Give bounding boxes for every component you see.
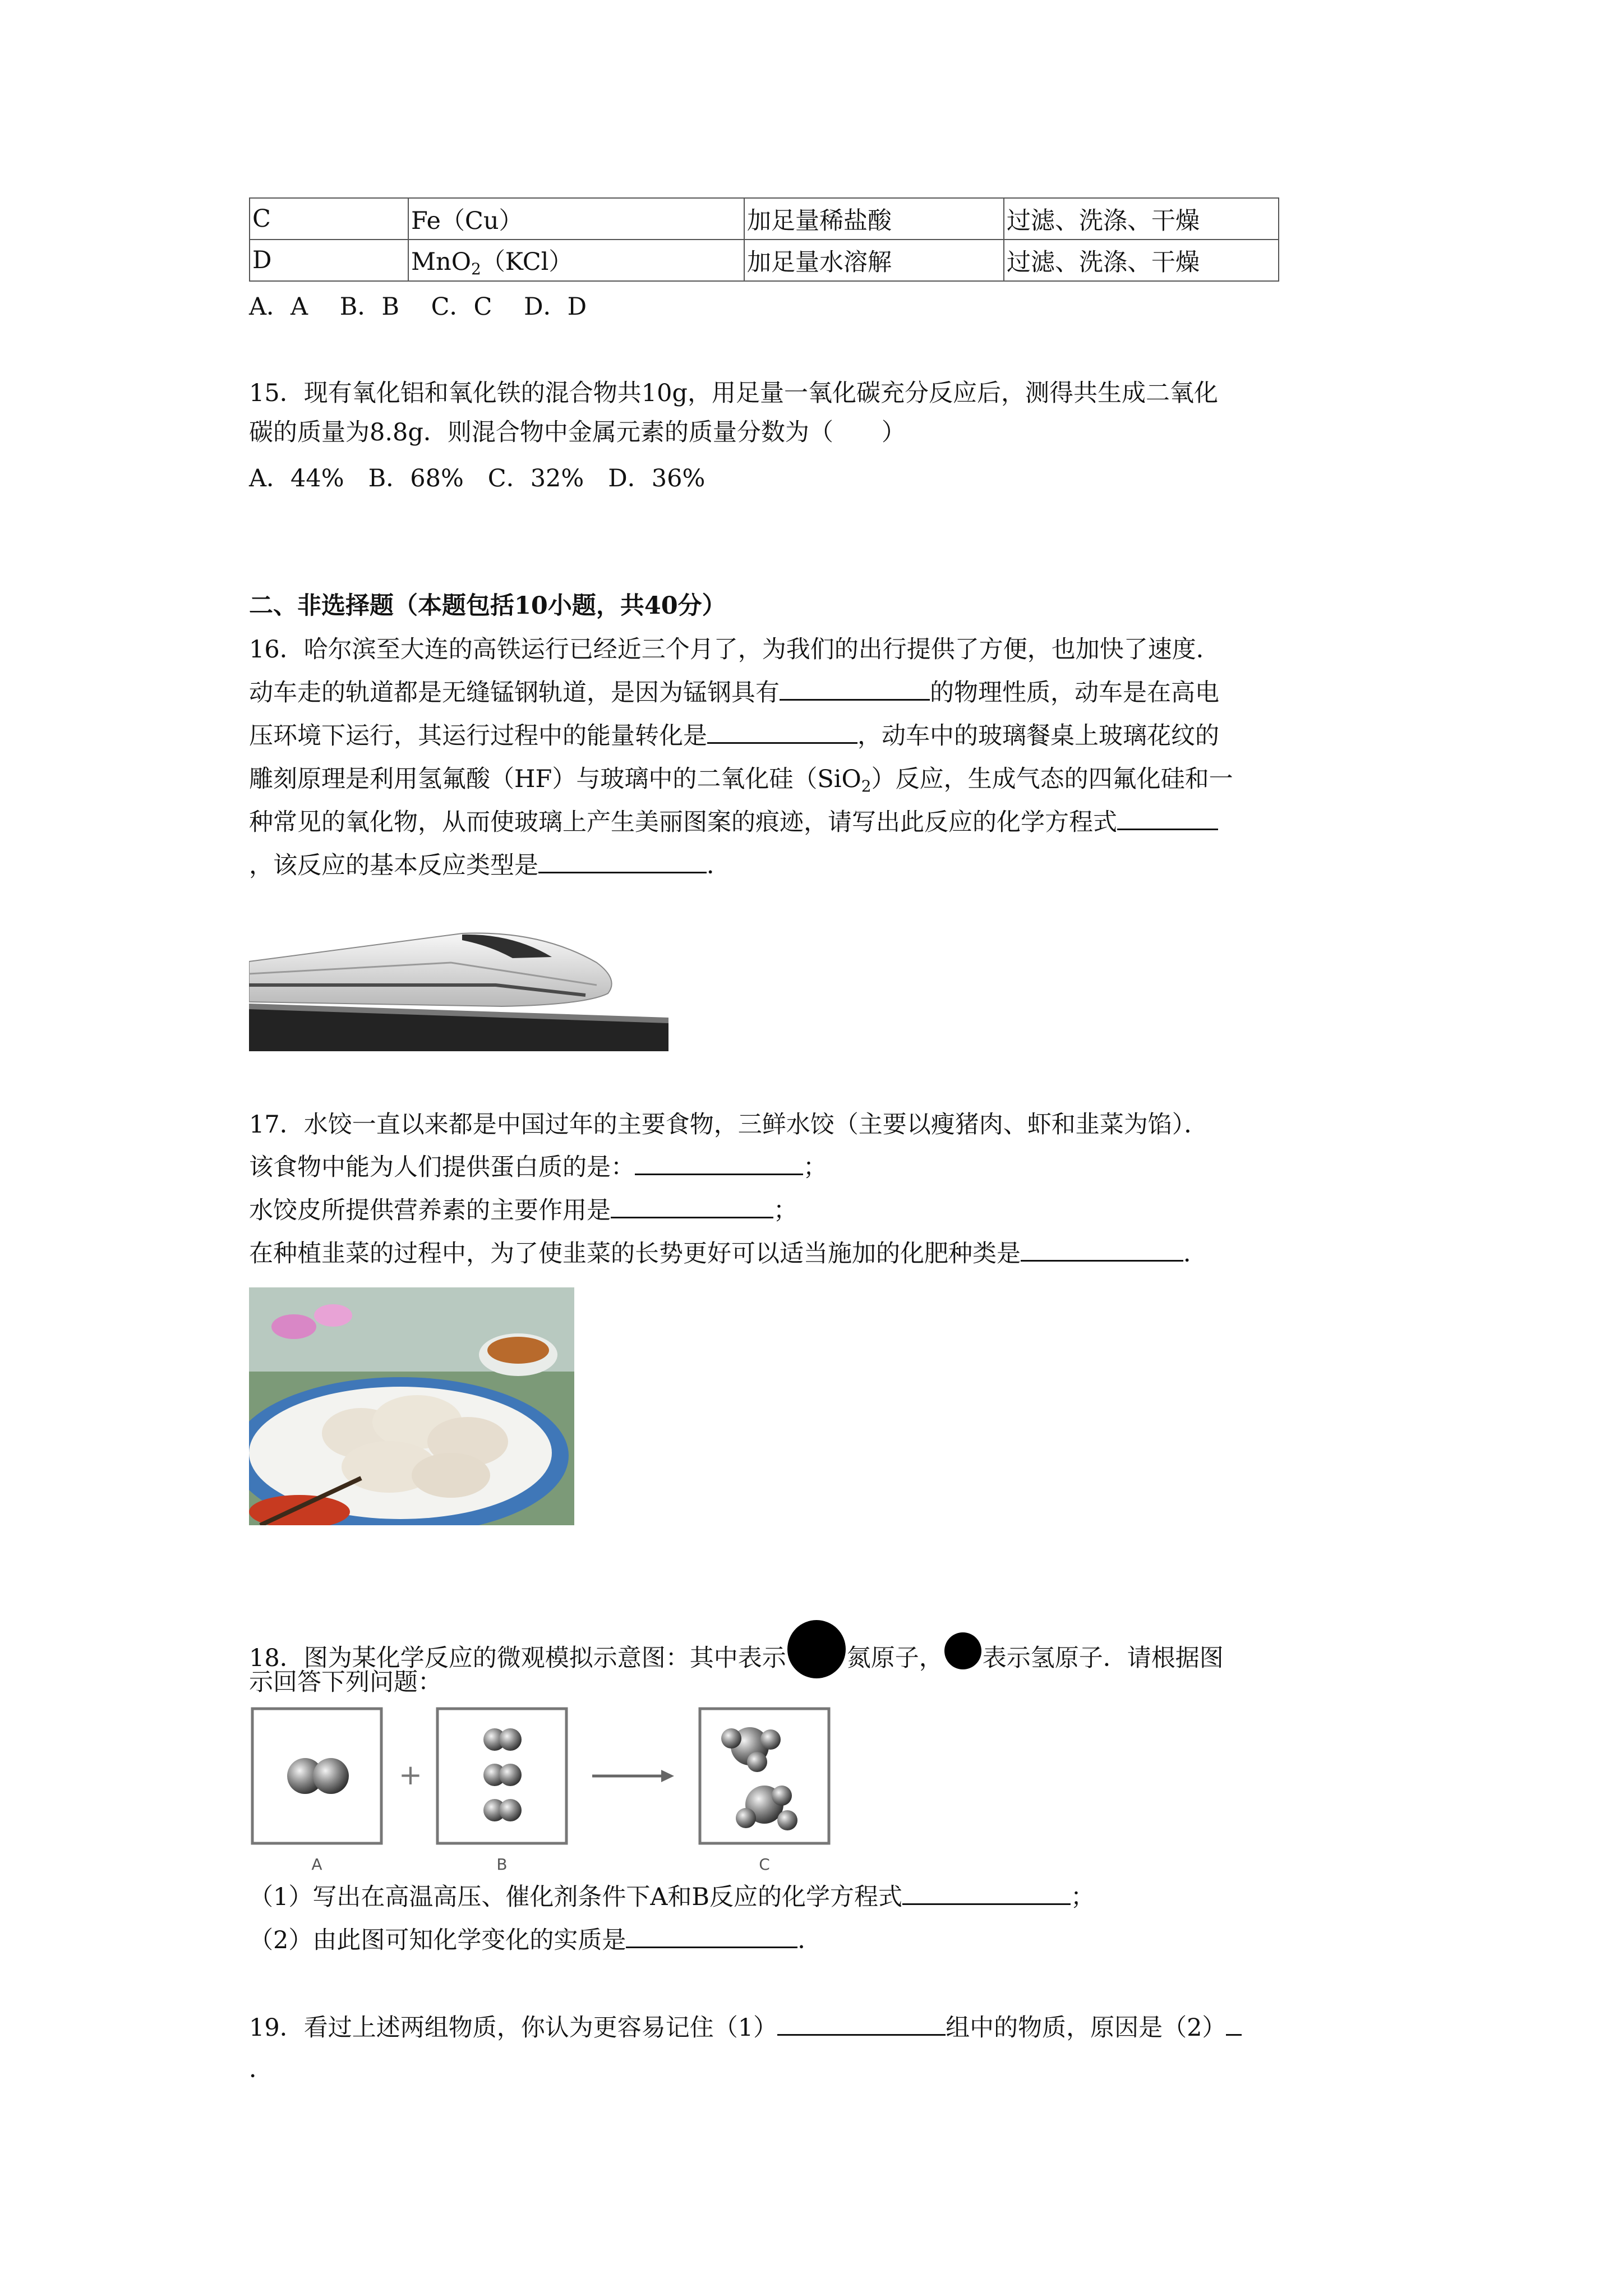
q16-line4: 雕刻原理是利用氢氟酸（HF）与玻璃中的二氧化硅（SiO$_2$）反应，生成气态的四氟化硅和一 [249, 765, 1233, 795]
answer-blank[interactable] [1021, 1237, 1183, 1262]
answer-blank[interactable] [707, 720, 857, 744]
nitrogen-atom-icon [787, 1620, 846, 1678]
q16-line6: ，该反应的基本反应类型是 ． [249, 849, 731, 882]
table-cell: C [250, 198, 408, 240]
q16-line3: 压环境下运行，其运行过程中的能量转化是 ，动车中的玻璃餐桌上玻璃花纹的 [249, 720, 1219, 752]
answer-blank[interactable] [626, 1924, 797, 1948]
q18-line1: 18．图为某化学反应的微观模拟示意图：其中表示 氮原子， 表示氢原子．请根据图 [249, 1620, 1224, 1678]
q19-line1: 19．看过上述两组物质，你认为更容易记住（1） 组中的物质，原因是（2） [249, 2012, 1242, 2044]
bullet-train-image [249, 901, 668, 1051]
diagram-label-a: A [311, 1855, 322, 1874]
table-cell: Fe（Cu） [408, 198, 744, 240]
q17-line3: 水饺皮所提供营养素的主要作用是 ； [249, 1194, 797, 1227]
q19-line2: ． [249, 2055, 273, 2083]
table-cell: D [250, 240, 408, 281]
q17-line4: 在种植韭菜的过程中，为了使韭菜的长势更好可以适当施加的化肥种类是 ． [249, 1237, 1207, 1270]
table-cell: 过滤、洗涤、干燥 [1004, 240, 1279, 281]
table-cell: 过滤、洗涤、干燥 [1004, 198, 1279, 240]
table-cell: MnO$_2$（KCl） [408, 240, 744, 281]
hydrogen-atom-icon [944, 1632, 981, 1669]
answer-blank[interactable] [538, 849, 707, 873]
q18-part1: （1）写出在高温高压、催化剂条件下A和B反应的化学方程式 ； [249, 1881, 1095, 1913]
table-row [250, 240, 1279, 281]
answer-blank[interactable] [902, 1881, 1071, 1905]
q16-line1: 16．哈尔滨至大连的高铁运行已经近三个月了，为我们的出行提供了方便，也加快了速度． [249, 636, 1220, 664]
q18-part2: （2）由此图可知化学变化的实质是 ． [249, 1924, 822, 1957]
q18-line2: 示回答下列问题： [249, 1668, 442, 1696]
diagram-label-b: B [496, 1855, 508, 1874]
reaction-diagram [249, 1706, 838, 1874]
dumplings-image [249, 1287, 574, 1525]
answer-blank[interactable] [1117, 806, 1218, 830]
diagram-label-c: C [759, 1855, 770, 1874]
answer-blank[interactable] [611, 1194, 773, 1218]
answer-blank[interactable] [777, 2012, 946, 2036]
answer-blank[interactable] [780, 677, 930, 701]
q14-options: A．A B．B C．C D．D [249, 293, 587, 321]
table-cell: 加足量水溶解 [744, 240, 1004, 281]
q15-options: A．44% B．68% C．32% D．36% [249, 464, 706, 493]
q17-line1: 17．水饺一直以来都是中国过年的主要食物，三鲜水饺（主要以瘦猪肉、虾和韭菜为馅）． [249, 1111, 1209, 1139]
q15-text-line2: 碳的质量为8.8g．则混合物中金属元素的质量分数为（ ） [249, 418, 906, 447]
section-heading: 二、非选择题（本题包括10小题，共40分） [249, 592, 726, 620]
q15-text-line1: 15．现有氧化铝和氧化铁的混合物共10g，用足量一氧化碳充分反应后，测得共生成二氧化 [249, 379, 1218, 407]
options-table [249, 197, 1279, 282]
q16-line2: 动车走的轨道都是无缝锰钢轨道，是因为锰钢具有 的物理性质，动车是在高电 [249, 677, 1219, 709]
q17-line2: 该食物中能为人们提供蛋白质的是： ； [249, 1151, 827, 1184]
table-cell: 加足量稀盐酸 [744, 198, 1004, 240]
answer-blank[interactable] [1226, 2012, 1242, 2036]
svg-text:+: + [399, 1759, 422, 1791]
answer-blank[interactable] [635, 1151, 803, 1175]
q16-line5: 种常见的氧化物，从而使玻璃上产生美丽图案的痕迹，请写出此反应的化学方程式 [249, 806, 1218, 839]
table-row [250, 198, 1279, 240]
